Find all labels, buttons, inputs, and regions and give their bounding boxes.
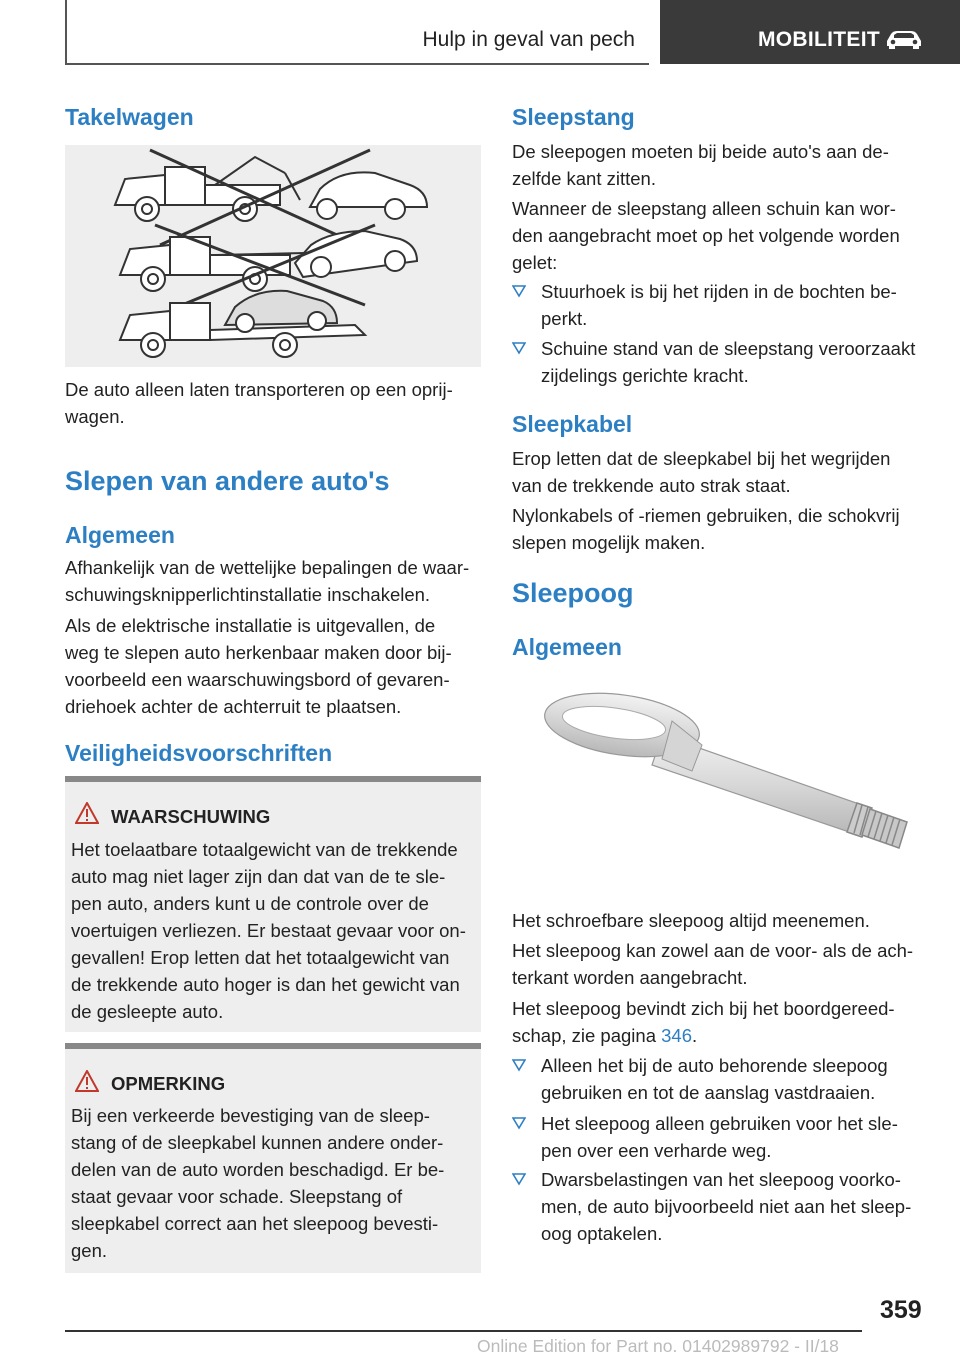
text-line: voorbeeld een waarschuwingsbord of gevaren- (65, 669, 450, 690)
bullet-triangle-icon (512, 1058, 526, 1072)
subsection-title-sleepoog-algemeen: Algemeen (512, 634, 622, 660)
algemeen-paragraph-1 (65, 554, 481, 608)
sleepoog-paragraph-1 (512, 907, 932, 934)
sleepkabel-paragraph-1 (512, 445, 932, 499)
bullet-triangle-icon (512, 284, 526, 298)
warning-heading: WAARSCHUWING (111, 806, 271, 827)
subsection-title-veiligheid: Veiligheidsvoorschriften (65, 740, 333, 766)
text-line: Bij een verkeerde bevestiging van de sleep- (71, 1105, 430, 1126)
text-line: Wanneer de sleepstang alleen schuin kan wor- (512, 198, 896, 219)
header-section-title: Hulp in geval van pech (422, 28, 635, 51)
text-line: slepen mogelijk maken. (512, 532, 706, 553)
text-line: De auto alleen laten transporteren op een oprij- (65, 379, 453, 400)
text-line: Dwarsbelastingen van het sleepoog voorko- (541, 1169, 901, 1190)
text-line: gelet: (512, 252, 558, 273)
sleepoog-paragraph-2 (512, 937, 932, 991)
note-heading: OPMERKING (111, 1073, 226, 1094)
text-line: gebruiken en tot de aanslag vastdraaien. (541, 1082, 876, 1103)
text-line: Als de elektrische installatie is uitgevallen, de (65, 615, 436, 636)
bullet-triangle-icon (512, 341, 526, 355)
text-line: Het sleepoog bevindt zich bij het boordgereed- (512, 998, 895, 1019)
text-line: Afhankelijk van de wettelijke bepalingen de waar- (65, 557, 470, 578)
note-box (65, 1043, 481, 1273)
text-line: gen. (71, 1240, 108, 1261)
note-text (71, 1102, 481, 1264)
text-line: voertuigen verliezen. Er bestaat gevaar voor on- (71, 920, 466, 941)
text-line: Het sleepoog alleen gebruiken voor het sle- (541, 1113, 898, 1134)
section-title-sleepoog: Sleepoog (512, 578, 634, 608)
text-line: zijdelings gerichte kracht. (541, 365, 749, 386)
text-line: staat gevaar voor schade. Sleepstang of (71, 1186, 403, 1207)
chapter-title[interactable]: MOBILITEIT (758, 28, 880, 51)
list-item (512, 1110, 932, 1166)
text-line: Erop letten dat de sleepkabel bij het wegrijden (512, 448, 891, 469)
text-line: Het schroefbare sleepoog altijd meenemen. (512, 910, 870, 931)
text-line: wagen. (65, 406, 125, 427)
warning-triangle-icon (75, 802, 99, 824)
list-item (512, 335, 932, 391)
text-line: Nylonkabels of -riemen gebruiken, die schokvrij (512, 505, 900, 526)
sleepstang-paragraph-2 (512, 195, 932, 276)
sleepstang-paragraph-1 (512, 138, 932, 192)
text-line: den aangebracht moet op het volgende worden (512, 225, 900, 246)
text-line: gevallen! Erop letten dat het totaalgewicht van (71, 947, 450, 968)
edition-footer: Online Edition for Part no. 01402989792 - II/18 (477, 1336, 839, 1356)
text-line: de gesleepte auto. (71, 1001, 224, 1022)
text-line: sleepkabel correct aan het sleepoog bevesti- (71, 1213, 439, 1234)
text-run: . (692, 1025, 698, 1046)
text-line: perkt. (541, 308, 588, 329)
header-rule (65, 63, 649, 65)
text-line: De sleepogen moeten bij beide auto's aan de- (512, 141, 889, 162)
text-line: delen van de auto worden beschadigd. Er be- (71, 1159, 445, 1180)
text-line: de trekkende auto hoger is dan het gewicht van (71, 974, 460, 995)
subsection-title-algemeen: Algemeen (65, 522, 175, 548)
sleepkabel-paragraph-2 (512, 502, 932, 556)
page-reference-link[interactable]: 346 (661, 1025, 693, 1046)
text-line: men, de auto bijvoorbeeld niet aan het sleep- (541, 1196, 912, 1217)
page-number: 359 (880, 1296, 922, 1324)
text-line: van de trekkende auto strak staat. (512, 475, 791, 496)
tow-truck-drawing (65, 145, 481, 367)
text-line: driehoek achter de achterruit te plaatsen. (65, 696, 402, 717)
text-line: schuwingsknipperlichtinstallatie inschakelen. (65, 584, 431, 605)
text-line: weg te slepen auto herkenbaar maken door bij- (65, 642, 452, 663)
tow-truck-illustration (65, 145, 481, 367)
footer-rule (65, 1330, 862, 1332)
list-item (512, 1052, 932, 1108)
text-line: pen over een verharde weg. (541, 1140, 772, 1161)
algemeen-paragraph-2 (65, 612, 481, 720)
text-line: Stuurhoek is bij het rijden in de bochten be- (541, 281, 897, 302)
note-box-bar (65, 1043, 481, 1049)
tow-eye-illustration (512, 675, 927, 900)
text-line: Het sleepoog kan zowel aan de voor- als de ach- (512, 940, 914, 961)
sleepoog-paragraph-3 (512, 995, 932, 1049)
text-line: oog optakelen. (541, 1223, 663, 1244)
list-item (512, 1166, 932, 1250)
section-title-sleepstang: Sleepstang (512, 104, 635, 130)
text-line: pen auto, anders kunt u de controle over de (71, 893, 429, 914)
list-item (512, 278, 932, 334)
takelwagen-caption (65, 376, 481, 430)
text-line (512, 1022, 932, 1049)
warning-box-bar (65, 776, 481, 782)
bullet-triangle-icon (512, 1116, 526, 1130)
text-run: schap, zie pagina (512, 1025, 662, 1046)
text-line: stang of de sleepkabel kunnen andere onder- (71, 1132, 444, 1153)
section-title-slepen: Slepen van andere auto's (65, 466, 390, 496)
header-rule-vertical (65, 0, 67, 64)
text-line: Alleen het bij de auto behorende sleepoog (541, 1055, 888, 1076)
car-icon (884, 28, 924, 50)
text-line: zelfde kant zitten. (512, 168, 656, 189)
text-line: auto mag niet lager zijn dan dat van de te sle- (71, 866, 446, 887)
warning-text (71, 836, 481, 1025)
bullet-triangle-icon (512, 1172, 526, 1186)
warning-triangle-icon (75, 1070, 99, 1092)
section-title-takelwagen: Takelwagen (65, 104, 194, 130)
text-line: terkant worden aangebracht. (512, 967, 748, 988)
section-title-sleepkabel: Sleepkabel (512, 411, 633, 437)
text-line: Het toelaatbare totaalgewicht van de trekkende (71, 839, 458, 860)
text-line: Schuine stand van de sleepstang veroorzaakt (541, 338, 916, 359)
warning-box (65, 776, 481, 1032)
